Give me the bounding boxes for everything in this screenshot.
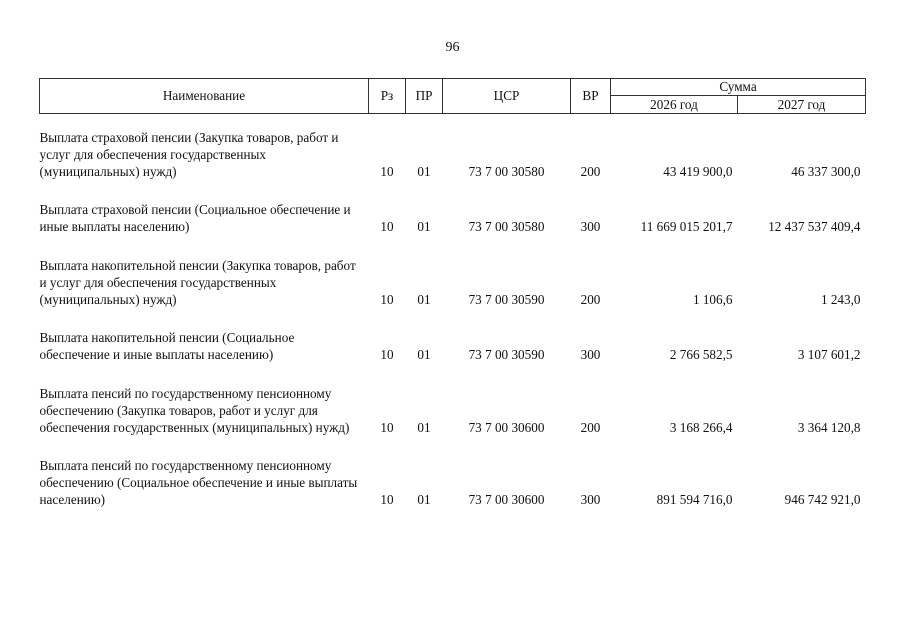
header-year-2026: 2026 год bbox=[611, 96, 738, 114]
row-pr: 01 bbox=[417, 291, 431, 307]
row-sum-2027: 3 107 601,2 bbox=[797, 347, 861, 363]
header-vr: ВР bbox=[571, 79, 611, 114]
header-sum: Сумма bbox=[611, 79, 866, 96]
page-number: 96 bbox=[445, 40, 460, 55]
row-sum-2026: 11 669 015 201,7 bbox=[640, 219, 733, 235]
table-row bbox=[40, 330, 866, 364]
row-vr: 300 bbox=[580, 347, 601, 363]
header-pr: ПР bbox=[406, 79, 443, 114]
row-rz: 10 bbox=[380, 291, 394, 307]
row-vr: 300 bbox=[580, 491, 601, 507]
row-sum-2027: 12 437 537 409,4 bbox=[768, 219, 861, 235]
budget-table bbox=[39, 78, 866, 509]
row-csr: 73 7 00 30590 bbox=[468, 347, 545, 363]
header-year-2027: 2027 год bbox=[738, 96, 866, 114]
row-pr: 01 bbox=[417, 347, 431, 363]
row-rz: 10 bbox=[380, 347, 394, 363]
row-vr: 300 bbox=[580, 219, 601, 235]
row-sum-2027: 1 243,0 bbox=[820, 291, 861, 307]
row-pr: 01 bbox=[417, 219, 431, 235]
row-csr: 73 7 00 30600 bbox=[468, 491, 545, 507]
row-rz: 10 bbox=[380, 219, 394, 235]
table-row bbox=[40, 386, 866, 436]
row-name: Выплата пенсий по государственному пенсионному обеспечению (Социальное обеспечение и иные выплаты населению) bbox=[39, 458, 358, 507]
row-pr: 01 bbox=[417, 163, 431, 179]
row-pr: 01 bbox=[417, 491, 431, 507]
row-rz: 10 bbox=[380, 163, 394, 179]
table-row bbox=[40, 458, 866, 508]
row-csr: 73 7 00 30580 bbox=[468, 163, 545, 179]
row-name: Выплата страховой пенсии (Социальное обеспечение и иные выплаты населению) bbox=[39, 202, 351, 235]
row-name: Выплата пенсий по государственному пенсионному обеспечению (Закупка товаров, работ и услуг для обеспечения государственных (муниципальных) нужд) bbox=[39, 385, 350, 435]
row-sum-2026: 2 766 582,5 bbox=[669, 347, 733, 363]
row-sum-2026: 891 594 716,0 bbox=[656, 491, 733, 507]
row-sum-2027: 946 742 921,0 bbox=[784, 491, 861, 507]
row-csr: 73 7 00 30600 bbox=[468, 419, 545, 435]
header-name: Наименование bbox=[40, 79, 369, 114]
table-header bbox=[40, 79, 866, 114]
row-sum-2026: 1 106,6 bbox=[692, 291, 733, 307]
row-name: Выплата накопительной пенсии (Социальное обеспечение и иные выплаты населению) bbox=[39, 330, 295, 363]
header-rz: Рз bbox=[369, 79, 406, 114]
row-name: Выплата страховой пенсии (Закупка товаров, работ и услуг для обеспечения государственных (муниципальных) нужд) bbox=[39, 130, 339, 179]
table-row bbox=[40, 130, 866, 180]
row-sum-2027: 46 337 300,0 bbox=[791, 163, 861, 179]
row-vr: 200 bbox=[580, 291, 601, 307]
table-row bbox=[40, 202, 866, 236]
row-pr: 01 bbox=[417, 419, 431, 435]
table-body bbox=[40, 114, 866, 509]
row-sum-2027: 3 364 120,8 bbox=[797, 419, 861, 435]
row-sum-2026: 3 168 266,4 bbox=[669, 419, 733, 435]
row-rz: 10 bbox=[380, 419, 394, 435]
table-row bbox=[40, 258, 866, 308]
row-name: Выплата накопительной пенсии (Закупка товаров, работ и услуг для обеспечения государственных (муниципальных) нужд) bbox=[39, 257, 356, 307]
row-vr: 200 bbox=[580, 419, 601, 435]
row-csr: 73 7 00 30580 bbox=[468, 219, 545, 235]
header-csr: ЦСР bbox=[443, 79, 571, 114]
row-csr: 73 7 00 30590 bbox=[468, 291, 545, 307]
row-vr: 200 bbox=[580, 163, 601, 179]
row-rz: 10 bbox=[380, 491, 394, 507]
row-sum-2026: 43 419 900,0 bbox=[663, 163, 733, 179]
